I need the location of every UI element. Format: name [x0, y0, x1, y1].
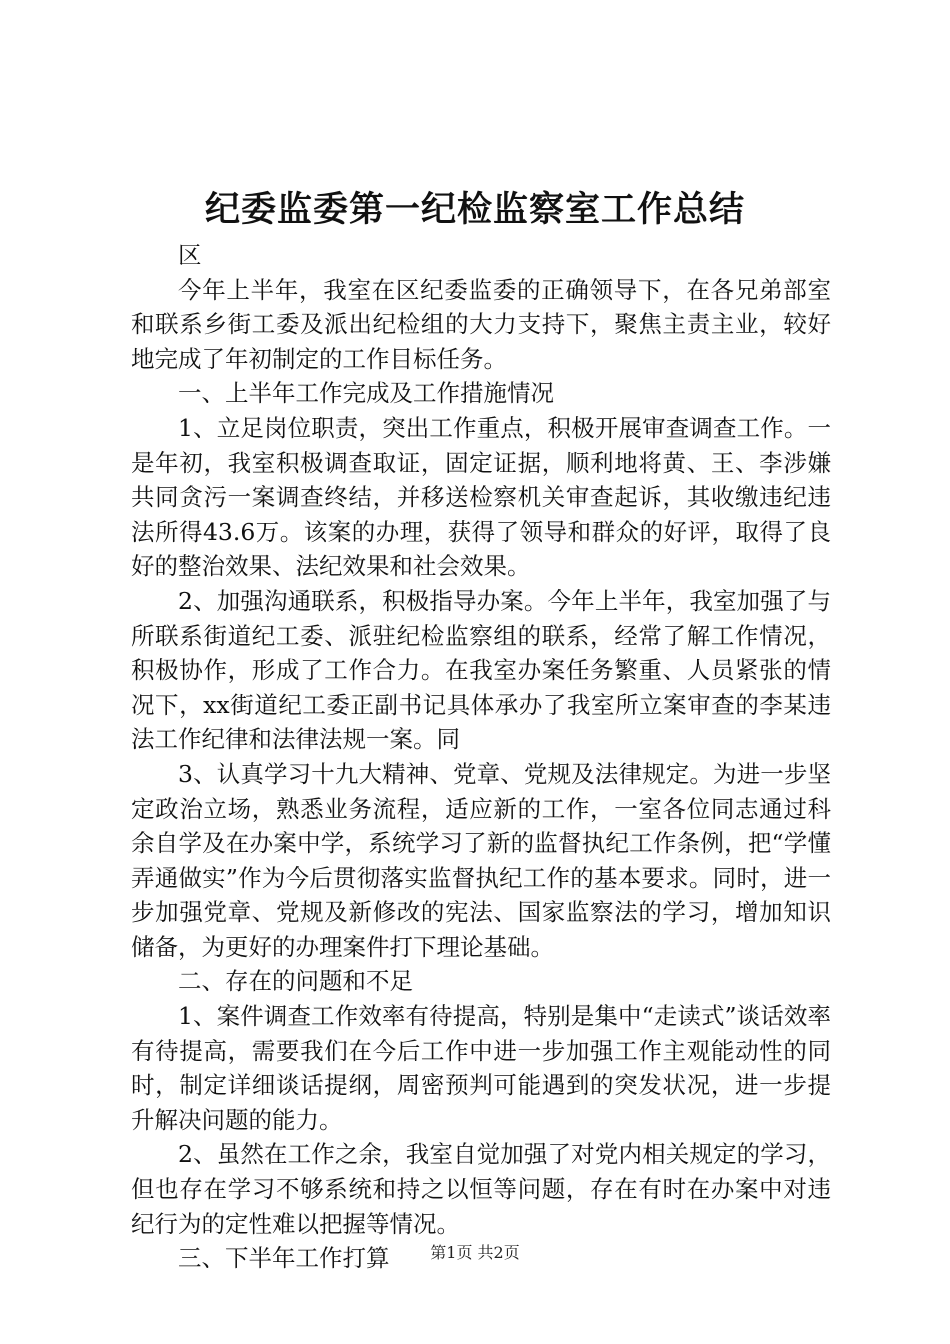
document-body	[131, 238, 831, 1276]
section-heading: 一、上半年工作完成及工作措施情况	[178, 379, 554, 408]
paragraph: 区	[178, 241, 202, 269]
page-number-footer: 第1页 共2页	[430, 1243, 520, 1262]
paragraph: 2、加强沟通联系，积极指导办案。今年上半年，我室加强了与所联系街道纪工委、派驻纪检监察组的联系，经常了解工作情况，积极协作，形成了工作合力。在我室办案任务繁重、人员紧张的情况下，xx街道纪工委正副书记具体承办了我室所立案审查的李某违法工作纪律和法律法规一案。同	[131, 586, 831, 754]
paragraph: 3、认真学习十九大精神、党章、党规及法律规定。为进一步坚定政治立场，熟悉业务流程，适应新的工作，一室各位同志通过科余自学及在办案中学，系统学习了新的监督执纪工作条例，把“学懂弄通做实”作为今后贯彻落实监督执纪工作的基本要求。同时，进一步加强党章、党规及新修改的宪法、国家监察法的学习，增加知识储备，为更好的办理案件打下理论基础。	[131, 759, 831, 961]
section-heading: 三、下半年工作打算	[178, 1244, 390, 1273]
document-title: 纪委监委第一纪检监察室工作总结	[204, 189, 745, 230]
paragraph: 1、案件调查工作效率有待提高，特别是集中“走读式”谈话效率有待提高，需要我们在今后工作中进一步加强工作主观能动性的同时，制定详细谈话提纲，周密预判可能遇到的突发状况，进一步提升解决问题的能力。	[131, 1002, 831, 1134]
paragraph: 2、虽然在工作之余，我室自觉加强了对党内相关规定的学习，但也存在学习不够系统和持之以恒等问题，存在有时在办案中对违纪行为的定性难以把握等情况。	[131, 1140, 831, 1238]
paragraph: 今年上半年，我室在区纪委监委的正确领导下，在各兄弟部室和联系乡街工委及派出纪检组的大力支持下，聚焦主责主业，较好地完成了年初制定的工作目标任务。	[131, 275, 831, 373]
paragraph: 1、立足岗位职责，突出工作重点，积极开展审查调查工作。一是年初，我室积极调查取证，固定证据，顺利地将黄、王、李涉嫌共同贪污一案调查终结，并移送检察机关审查起诉，其收缴违纪违法所得43.6万。该案的办理，获得了领导和群众的好评，取得了良好的整治效果、法纪效果和社会效果。	[131, 413, 831, 581]
section-heading: 二、存在的问题和不足	[178, 967, 413, 996]
